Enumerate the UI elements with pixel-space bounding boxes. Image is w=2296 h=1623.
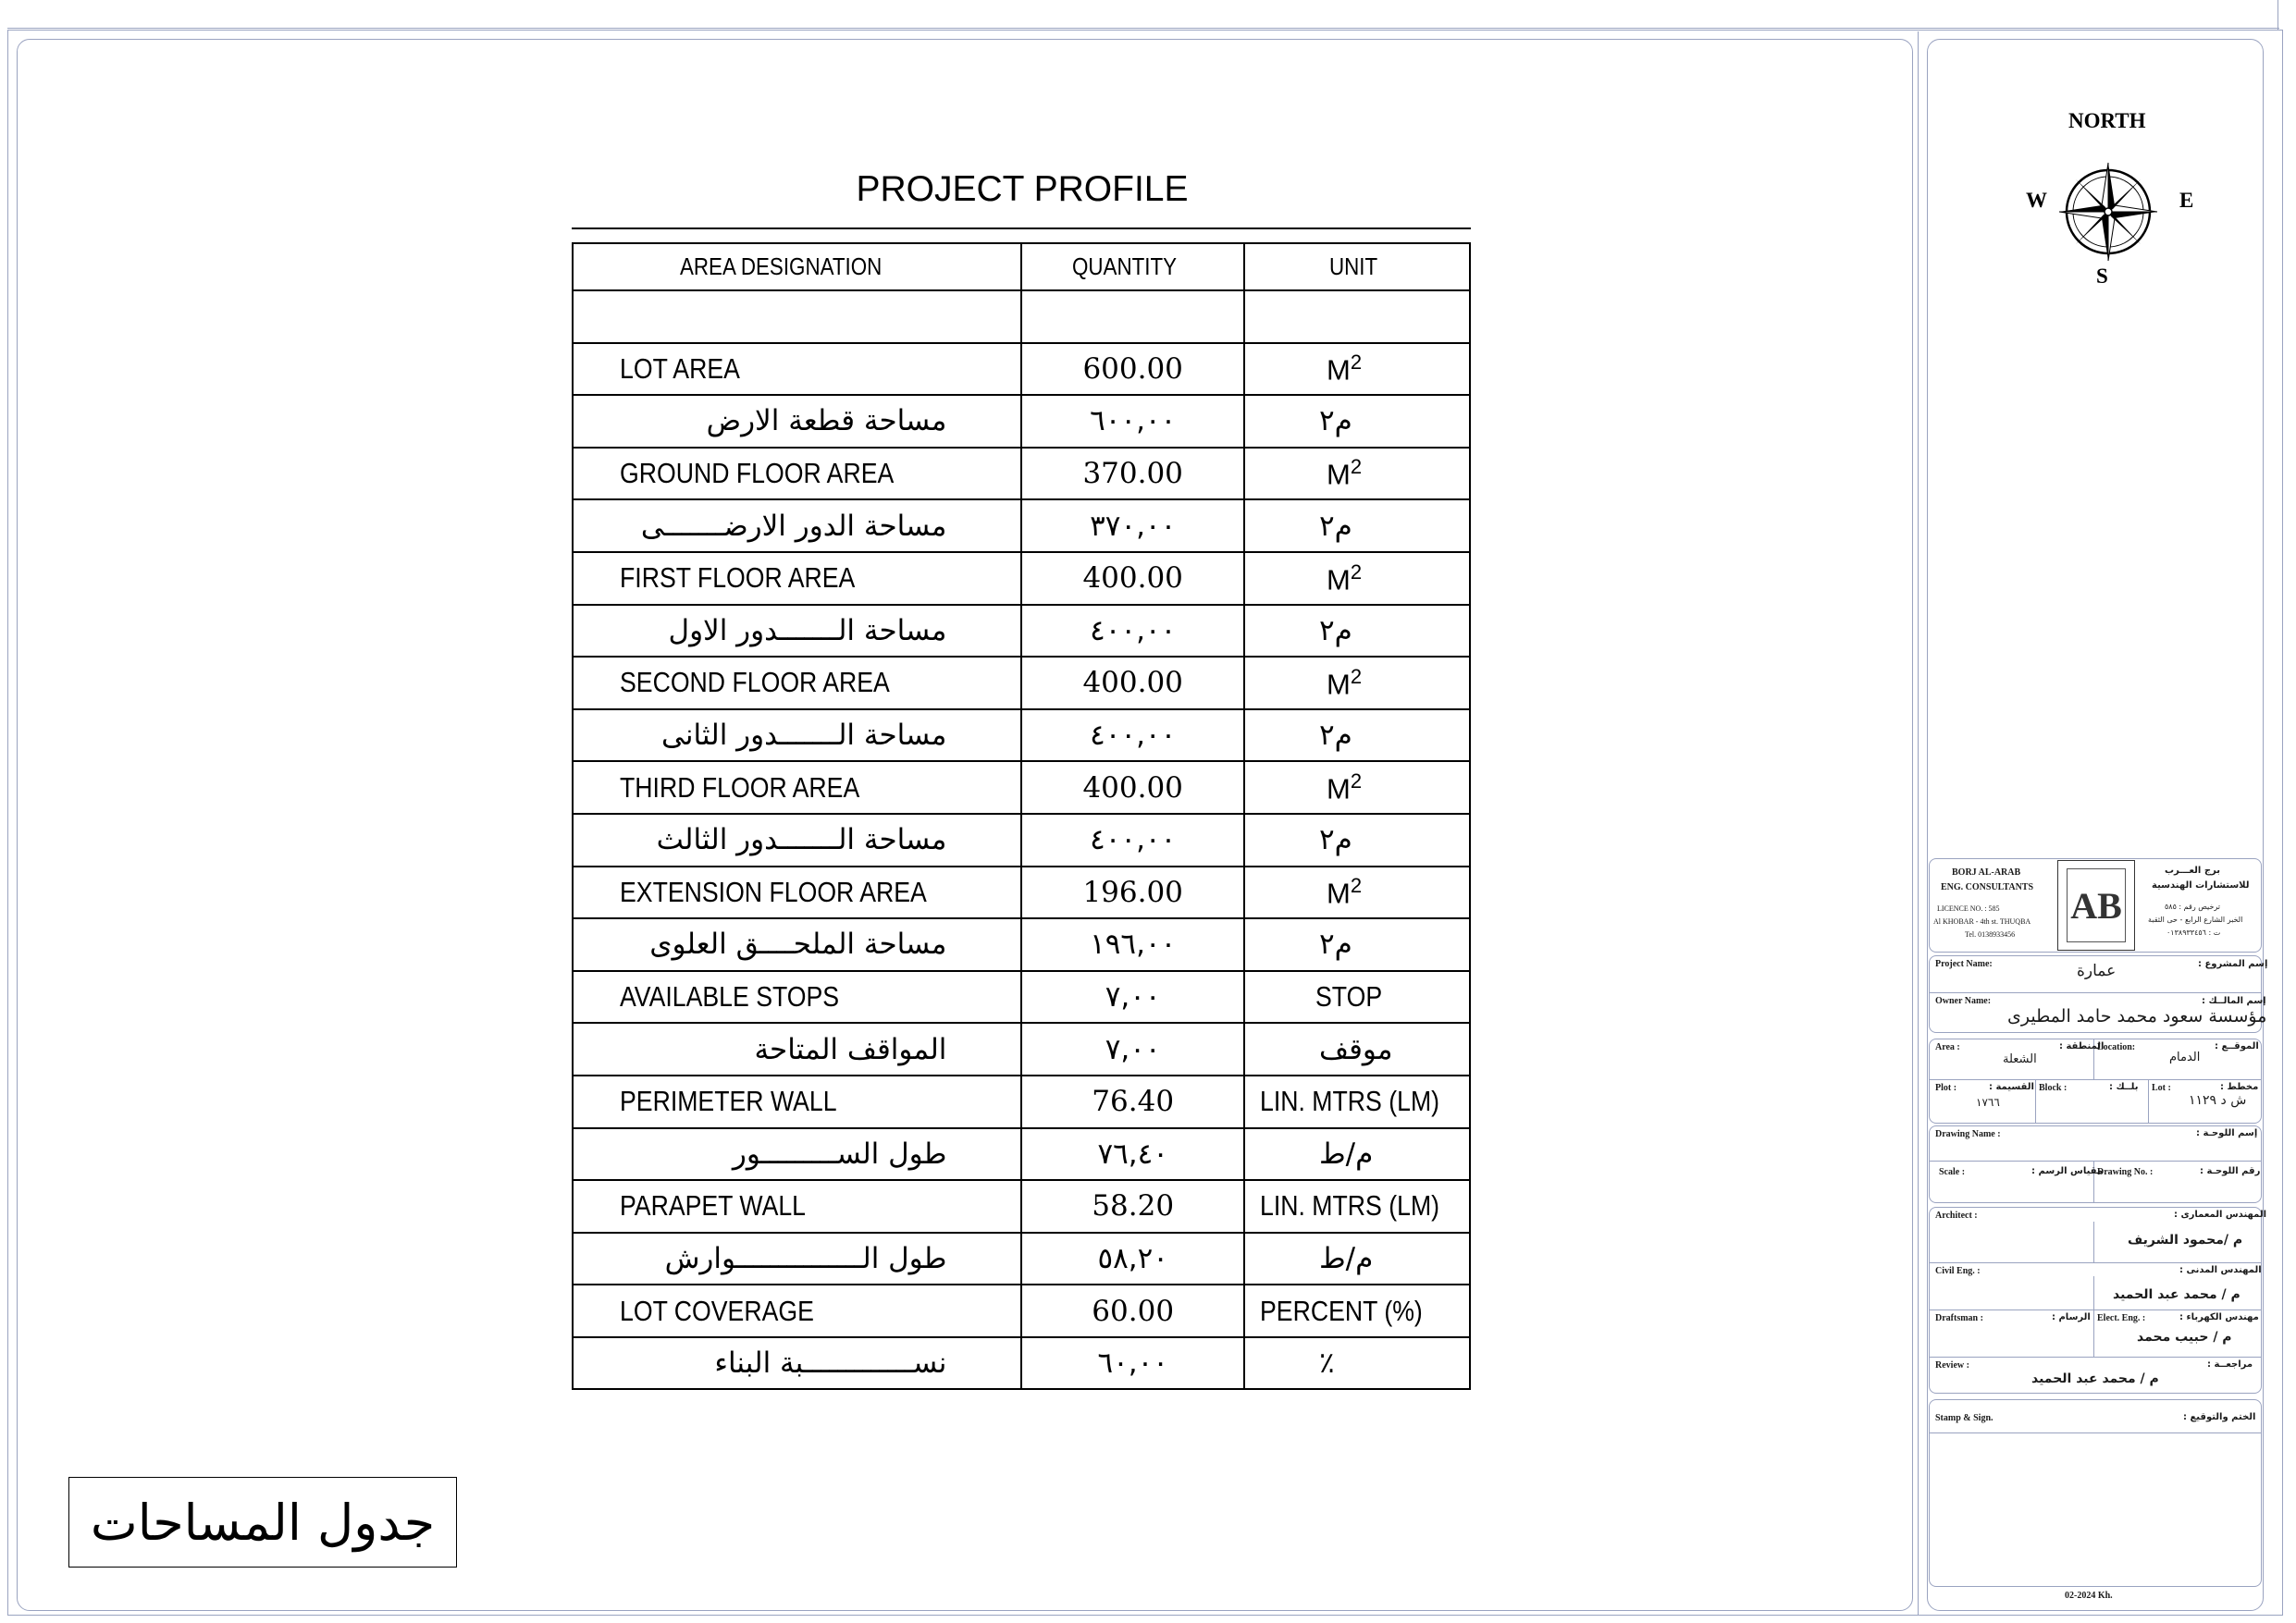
quantity-cell: ٥٨,٢٠ [1021, 1233, 1244, 1285]
civil-label: Civil Eng. : [1935, 1266, 1981, 1276]
designation-cell-ar: مساحة الدور الارضـــــــى [573, 499, 1021, 552]
quantity-cell: ٧,٠٠ [1021, 971, 1244, 1024]
unit-cell: م٢ [1244, 814, 1470, 867]
rule [1929, 1357, 2262, 1358]
designation-cell [573, 971, 1021, 1024]
unit-cell [1244, 343, 1470, 396]
scale-label: Scale : [1939, 1167, 1966, 1177]
unit-cell: م٢ [1244, 605, 1470, 658]
lot-label: Lot : [2152, 1083, 2171, 1093]
project-name-label: Project Name: [1935, 959, 1993, 969]
designation-cell [573, 1076, 1021, 1128]
designation-cell [573, 867, 1021, 919]
header-unit: UNIT [1244, 243, 1470, 290]
north-label: NORTH [2068, 109, 2146, 132]
designation-cell-ar: مساحة الـــــــدور الثالث [573, 814, 1021, 867]
unit-exponent: 2 [1350, 768, 1363, 793]
draftsman-label-ar: الرسام : [2052, 1312, 2091, 1322]
designation-cell-ar: مساحة الملحــــق العلوى [573, 918, 1021, 971]
designation-cell-ar: المواقف المتاحة [573, 1023, 1021, 1076]
rule [2035, 1079, 2036, 1124]
rule [1929, 1161, 2262, 1162]
logo-letters: AB [2067, 868, 2126, 942]
location-value: الدمام [2169, 1051, 2201, 1064]
rule [1929, 1079, 2262, 1080]
table-row [573, 605, 1470, 658]
stamp-label-ar: الختم والتوقيع : [2183, 1412, 2256, 1422]
unit-cell [1244, 1180, 1470, 1233]
north-arrow [2017, 109, 2202, 303]
designation-text: LOT COVERAGE [620, 1294, 814, 1327]
designation-text: SECOND FLOOR AREA [620, 666, 890, 699]
page-edge-corner [2277, 0, 2278, 30]
architect-label: Architect : [1935, 1211, 1978, 1221]
designation-text: THIRD FLOOR AREA [620, 770, 860, 804]
table-row [573, 1128, 1470, 1181]
designation-text: PARAPET WALL [620, 1189, 807, 1223]
block-label: Block : [2039, 1083, 2068, 1093]
header-quantity: QUANTITY [1021, 243, 1244, 290]
table-row [573, 918, 1470, 971]
table-row [573, 814, 1470, 867]
quantity-cell: 60.00 [1021, 1285, 1244, 1337]
quantity-cell: ٤٠٠,٠٠ [1021, 709, 1244, 762]
table-row [573, 1337, 1470, 1390]
drawing-no-label: Drawing No. : [2097, 1167, 2154, 1177]
table-row [573, 1023, 1470, 1076]
unit-exponent: 2 [1350, 874, 1363, 898]
quantity-cell: 400.00 [1021, 657, 1244, 709]
quantity-cell: 600.00 [1021, 343, 1244, 396]
table-row [573, 1076, 1470, 1128]
project-name-label-ar: إسم المشروع : [2198, 959, 2268, 969]
review-label: Review : [1935, 1360, 1969, 1371]
unit-text: M [1326, 772, 1351, 805]
unit-exponent: 2 [1350, 455, 1363, 479]
civil-value: م / محمد عبد الحميد [2113, 1287, 2240, 1302]
block-label-ar: بلــك : [2109, 1082, 2139, 1092]
designation-text: GROUND FLOOR AREA [620, 457, 895, 490]
location-label-ar: الموقــع : [2215, 1041, 2259, 1051]
frame-divider [1918, 31, 1919, 1615]
table-row [573, 1180, 1470, 1233]
unit-text: LIN. MTRS (LM) [1259, 1085, 1440, 1118]
unit-cell [1244, 448, 1470, 500]
quantity-cell: ٣٧٠,٠٠ [1021, 499, 1244, 552]
header-gap [573, 290, 1470, 343]
designation-text: LOT AREA [620, 351, 740, 385]
table-row [573, 448, 1470, 500]
quantity-cell: 400.00 [1021, 552, 1244, 605]
quantity-cell: 196.00 [1021, 867, 1244, 919]
table-row [573, 552, 1470, 605]
unit-cell: م٢ [1244, 709, 1470, 762]
unit-cell [1244, 1285, 1470, 1337]
company-sub-ar: للاستشارات الهندسية [2152, 880, 2250, 891]
drawing-no-label-ar: رقم اللوحـة : [2200, 1166, 2261, 1176]
unit-text: M [1326, 877, 1351, 910]
legend-box: جدول المساحات [68, 1477, 457, 1568]
tel-ar: ت : ٠١٣٨٩٣٣٤٥٦ [2166, 928, 2221, 937]
quantity-cell: 58.20 [1021, 1180, 1244, 1233]
unit-cell [1244, 971, 1470, 1024]
unit-cell: م٢ [1244, 499, 1470, 552]
draftsman-label: Draftsman : [1935, 1313, 1983, 1323]
table-row [573, 1233, 1470, 1285]
address-ar: الخبر الشارع الرابع - حى الثقبة [2148, 916, 2243, 924]
unit-cell: موقف [1244, 1023, 1470, 1076]
designation-cell-ar: مساحة الـــــــدور الاول [573, 605, 1021, 658]
unit-exponent: 2 [1350, 664, 1363, 688]
quantity-cell: ٤٠٠,٠٠ [1021, 605, 1244, 658]
header-area-designation: AREA DESIGNATION [573, 243, 1021, 290]
licence-ar: ترخيص رقم : ٥٨٥ [2165, 903, 2221, 911]
unit-cell: م٢ [1244, 395, 1470, 448]
stamp-box [1929, 1399, 2262, 1587]
designation-cell [573, 343, 1021, 396]
rule [2148, 1079, 2149, 1124]
unit-cell [1244, 552, 1470, 605]
architect-value: م /محمود الشريف [2128, 1233, 2243, 1248]
quantity-cell: ٦٠,٠٠ [1021, 1337, 1244, 1390]
plot-value: ١٧٦٦ [1976, 1096, 2000, 1109]
table-row [573, 709, 1470, 762]
civil-label-ar: المهندس المدنى : [2179, 1265, 2262, 1275]
designation-text: FIRST FLOOR AREA [620, 561, 856, 595]
designation-cell-ar: طول الســـــــــور [573, 1128, 1021, 1181]
designation-text: PERIMETER WALL [620, 1085, 837, 1118]
designation-cell-ar: مساحة الـــــــدور الثانى [573, 709, 1021, 762]
designation-cell [573, 552, 1021, 605]
unit-cell: م/ط [1244, 1233, 1470, 1285]
review-value: م / محمد عبد الحميد [2031, 1371, 2159, 1386]
location-label: Location: [2097, 1042, 2136, 1052]
designation-cell [573, 1285, 1021, 1337]
table-row [573, 867, 1470, 919]
plot-label-ar: القسيمة : [1989, 1082, 2034, 1092]
designation-cell [573, 657, 1021, 709]
table-row [573, 761, 1470, 814]
unit-exponent: 2 [1350, 559, 1363, 584]
project-profile-table [572, 242, 1471, 1390]
unit-text: M [1326, 353, 1351, 387]
unit-exponent: 2 [1350, 350, 1363, 375]
quantity-cell: ٤٠٠,٠٠ [1021, 814, 1244, 867]
designation-cell-ar: نســـــــــــــبة البناء [573, 1337, 1021, 1390]
designation-cell-ar: مساحة قطعة الارض [573, 395, 1021, 448]
unit-cell: م/ط [1244, 1128, 1470, 1181]
unit-text: PERCENT (%) [1259, 1294, 1423, 1327]
designation-text: EXTENSION FLOOR AREA [620, 875, 927, 908]
architect-label-ar: المهندس المعمارى : [2174, 1210, 2267, 1220]
stamp-label: Stamp & Sign. [1935, 1413, 1994, 1423]
designation-cell [573, 448, 1021, 500]
rule [1929, 992, 2262, 993]
quantity-cell: ٦٠٠,٠٠ [1021, 395, 1244, 448]
unit-text: M [1326, 458, 1351, 491]
table-row [573, 1285, 1470, 1337]
designation-cell-ar: طول الـــــــــــــــوارش [573, 1233, 1021, 1285]
address-en: Al KHOBAR - 4th st. THUQBA [1933, 917, 2031, 926]
quantity-cell: 370.00 [1021, 448, 1244, 500]
designation-cell [573, 1180, 1021, 1233]
unit-cell [1244, 657, 1470, 709]
company-sub-en: ENG. CONSULTANTS [1941, 882, 2034, 892]
plot-label: Plot : [1935, 1083, 1957, 1093]
area-value: الشعلة [2003, 1052, 2037, 1066]
unit-cell [1244, 867, 1470, 919]
tel-en: Tel. 0138933456 [1965, 930, 2016, 939]
quantity-cell: ٧٦,٤٠ [1021, 1128, 1244, 1181]
table-row [573, 657, 1470, 709]
rule [2093, 1222, 2094, 1262]
south-label: S [2096, 264, 2108, 288]
quantity-cell: ٧,٠٠ [1021, 1023, 1244, 1076]
area-label-ar: المنطقة : [2059, 1041, 2105, 1051]
rule [1929, 1262, 2262, 1263]
unit-cell: م٢ [1244, 918, 1470, 971]
unit-text: M [1326, 668, 1351, 701]
owner-value: مؤسسة سعود محمد حامد المطيرى [2007, 1006, 2267, 1027]
review-label-ar: مراجعــة : [2207, 1359, 2253, 1370]
owner-label: Owner Name: [1935, 996, 1992, 1006]
quantity-cell: 400.00 [1021, 761, 1244, 814]
table-title: PROJECT PROFILE [856, 169, 1189, 209]
unit-cell [1244, 1076, 1470, 1128]
designation-cell [573, 761, 1021, 814]
east-label: E [2179, 189, 2194, 212]
designation-text: AVAILABLE STOPS [620, 980, 840, 1014]
company-logo [2057, 860, 2135, 951]
table-header-row [573, 243, 1470, 290]
project-name-value: عمارة [2077, 962, 2117, 980]
issue-date: 02-2024 Kh. [2065, 1591, 2113, 1601]
lot-label-ar: مخطط : [2220, 1082, 2259, 1092]
compass-rose-icon [2057, 161, 2159, 263]
elect-label-ar: مهندس الكهرباء : [2179, 1312, 2259, 1322]
quantity-cell: ١٩٦,٠٠ [1021, 918, 1244, 971]
rule [2093, 1309, 2094, 1357]
table-body [573, 290, 1470, 1389]
rule [1929, 1309, 2262, 1310]
elect-value: م / حبيب محمد [2137, 1330, 2232, 1345]
lot-value: ش د ١١٢٩ [2189, 1093, 2247, 1108]
table-row [573, 971, 1470, 1024]
drawing-name-label: Drawing Name : [1935, 1129, 2001, 1139]
company-name-en: BORJ AL-ARAB [1952, 867, 2021, 878]
rule [1929, 1432, 2262, 1433]
rule [2093, 1276, 2094, 1309]
west-label: W [2026, 189, 2047, 212]
quantity-cell: 76.40 [1021, 1076, 1244, 1128]
area-label: Area : [1935, 1042, 1960, 1052]
scale-label-ar: مقياس الرسم : [2031, 1166, 2104, 1176]
unit-text: LIN. MTRS (LM) [1259, 1189, 1440, 1223]
unit-cell: ٪ [1244, 1337, 1470, 1390]
unit-text: STOP [1315, 980, 1383, 1014]
table-row [573, 395, 1470, 448]
table-row [573, 499, 1470, 552]
table-row [573, 343, 1470, 396]
company-name-ar: برج العـــرب [2165, 866, 2221, 876]
page-edge [7, 28, 2279, 29]
elect-label: Elect. Eng. : [2097, 1313, 2146, 1323]
unit-cell [1244, 761, 1470, 814]
drawing-name-label-ar: إسم اللوحـة : [2196, 1128, 2258, 1138]
table-top-rule [572, 227, 1471, 229]
licence-en: LICENCE NO. : 585 [1937, 904, 2000, 913]
unit-text: M [1326, 562, 1351, 596]
owner-label-ar: إسم المالــك : [2202, 996, 2266, 1006]
